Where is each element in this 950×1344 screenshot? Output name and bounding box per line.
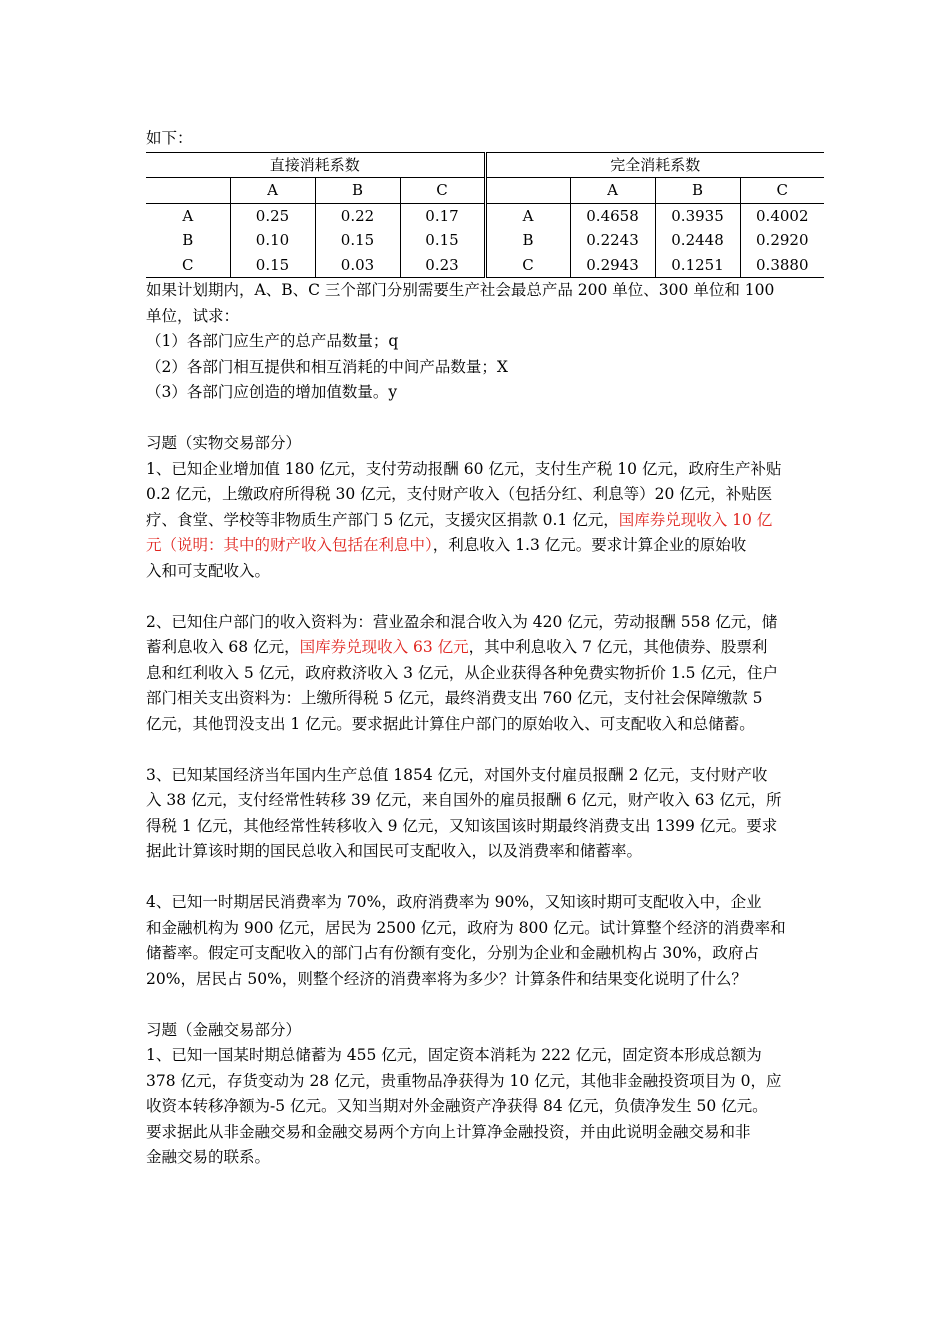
- document-body: [146, 126, 826, 1171]
- text-line: 息和红利收入 5 亿元，政府救济收入 3 亿元，从企业获得各种免费实物折价 1.5 亿元，住户: [146, 663, 778, 682]
- text-line: 亿元，其他罚没支出 1 亿元。要求据此计算住户部门的原始收入、可支配收入和总储蓄。: [146, 714, 755, 733]
- table-cell: 0.2943: [570, 253, 655, 278]
- table-row: [146, 228, 824, 253]
- row-label: A: [182, 206, 194, 225]
- text-span: ，利息收入 1.3 亿元。要求计算企业的原始收: [432, 536, 747, 554]
- text-line: 2、已知住户部门的收入资料为：营业盈余和混合收入为 420 亿元，劳动报酬 558 亿元，储: [146, 612, 778, 631]
- question-block: [146, 278, 826, 406]
- text-line: 金融交易的联系。: [146, 1148, 271, 1166]
- text-line: 如果计划期内，A、B、C 三个部门分别需要生产社会最总产品 200 单位、300 单位和 100: [146, 281, 775, 299]
- intro-text: 如下：: [146, 129, 193, 147]
- table-cell: 0.23: [400, 253, 485, 278]
- text-line: [146, 533, 826, 559]
- text-span: 疗、食堂、学校等非物质生产部门 5 亿元，支援灾区捐款 0.1 亿元，: [146, 510, 619, 529]
- table-cell: 0.2448: [655, 228, 740, 253]
- text-line: 4、已知一时期居民消费率为 70%，政府消费率为 90%，又知该时期可支配收入中，企业: [146, 893, 762, 911]
- text-line: [146, 508, 826, 534]
- text-line: （3）各部门应创造的增加值数量。y: [146, 383, 398, 401]
- exercise-1: [146, 457, 826, 585]
- text-line: 据此计算该时期的国民总收入和国民可支配收入，以及消费率和储蓄率。: [146, 842, 643, 860]
- column-header: B: [655, 178, 740, 204]
- row-label: C: [485, 253, 570, 278]
- column-header: C: [740, 178, 824, 204]
- table-cell: 0.3880: [740, 253, 824, 278]
- text-line: （2）各部门相互提供和相互消耗的中间产品数量；X: [146, 357, 508, 376]
- exercise-4: [146, 890, 826, 992]
- text-line: （1）各部门应生产的总产品数量；q: [146, 332, 399, 350]
- table-column-header: [146, 178, 824, 204]
- finance-exercise-1: [146, 1043, 826, 1171]
- table-cell: 0.25: [230, 203, 315, 228]
- text-line: 要求据此从非金融交易和金融交易两个方向上计算净金融投资，并由此说明金融交易和非: [146, 1122, 751, 1141]
- table-row: [146, 253, 824, 278]
- text-line: 20%，居民占 50%，则整个经济的消费率将为多少？计算条件和结果变化说明了什么？: [146, 969, 747, 988]
- text-line: 入 38 亿元，支付经常性转移 39 亿元，来自国外的雇员报酬 6 亿元，财产收入 63 亿元，所: [146, 791, 782, 809]
- table-cell: 0.22: [315, 203, 400, 228]
- text-line: [146, 635, 826, 661]
- text-line: 1、已知一国某时期总储蓄为 455 亿元，固定资本消耗为 222 亿元，固定资本形成总额为: [146, 1046, 762, 1064]
- row-label: C: [146, 253, 230, 278]
- table-cell: 0.2920: [740, 228, 824, 253]
- text-span: ，其中利息收入 7 亿元，其他债券、股票利: [468, 638, 768, 656]
- text-line: 3、已知某国经济当年国内生产总值 1854 亿元，对国外支付雇员报酬 2 亿元，支付财产收: [146, 765, 768, 784]
- exercise-2: [146, 610, 826, 738]
- complete-coefficient-header: 完全消耗系数: [485, 152, 824, 178]
- text-line: 1、已知企业增加值 180 亿元，支付劳动报酬 60 亿元，支付生产税 10 亿元，政府生产补贴: [146, 459, 782, 478]
- row-label: B: [182, 231, 194, 250]
- coefficient-table: [146, 152, 824, 279]
- text-line: 378 亿元，存货变动为 28 亿元，贵重物品净获得为 10 亿元，其他非金融投资项目为 0，应: [146, 1071, 782, 1090]
- text-line: 部门相关支出资料为：上缴所得税 5 亿元，最终消费支出 760 亿元，支付社会保障缴款 5: [146, 689, 763, 707]
- table-cell: 0.17: [400, 203, 485, 228]
- table-cell: 0.1251: [655, 253, 740, 278]
- table-cell: 0.2243: [570, 228, 655, 253]
- column-header: B: [315, 178, 400, 204]
- text-line: 收资本转移净额为-5 亿元。又知当期对外金融资产净获得 84 亿元，负债净发生 50 亿元。: [146, 1097, 768, 1115]
- column-header: A: [230, 178, 315, 204]
- text-line: 得税 1 亿元，其他经常性转移收入 9 亿元，又知该国该时期最终消费支出 1399 亿元。要求: [146, 816, 778, 835]
- empty-corner-cell: [485, 178, 570, 204]
- table-cell: 0.15: [400, 228, 485, 253]
- text-line: 0.2 亿元，上缴政府所得税 30 亿元，支付财产收入（包括分红、利息等）20 亿元，补贴医: [146, 485, 773, 503]
- table-cell: 0.10: [230, 228, 315, 253]
- table-cell: 0.03: [315, 253, 400, 278]
- exercise-3: [146, 763, 826, 865]
- direct-coefficient-header: 直接消耗系数: [146, 152, 485, 178]
- table-cell: 0.4002: [740, 203, 824, 228]
- row-label: B: [485, 228, 570, 253]
- table-cell: 0.15: [315, 228, 400, 253]
- empty-corner-cell: [146, 178, 230, 204]
- text-line: 和金融机构为 900 亿元，居民为 2500 亿元，政府为 800 亿元。试计算整个经济的消费率和: [146, 918, 786, 937]
- highlighted-text: 国库券兑现收入 63 亿元: [299, 638, 469, 656]
- column-header: A: [570, 178, 655, 204]
- section-title: 习题（金融交易部分）: [146, 1020, 302, 1039]
- highlighted-text: 国库券兑现收入 10 亿: [618, 510, 773, 529]
- section-title: 习题（实物交易部分）: [146, 434, 302, 452]
- text-line: 单位，试求：: [146, 306, 240, 325]
- text-span: 蓄利息收入 68 亿元，: [146, 638, 300, 656]
- table-row: [146, 203, 824, 228]
- text-line: 储蓄率。假定可支配收入的部门占有份额有变化，分别为企业和金融机构占 30%，政府占: [146, 944, 759, 962]
- table-group-header: [146, 152, 824, 178]
- table-cell: 0.15: [230, 253, 315, 278]
- table-cell: 0.4658: [570, 203, 655, 228]
- table-cell: 0.3935: [655, 203, 740, 228]
- row-label: A: [485, 203, 570, 228]
- text-line: 入和可支配收入。: [146, 561, 271, 580]
- highlighted-text: 元（说明：其中的财产收入包括在利息中）: [146, 536, 433, 554]
- column-header: C: [400, 178, 485, 204]
